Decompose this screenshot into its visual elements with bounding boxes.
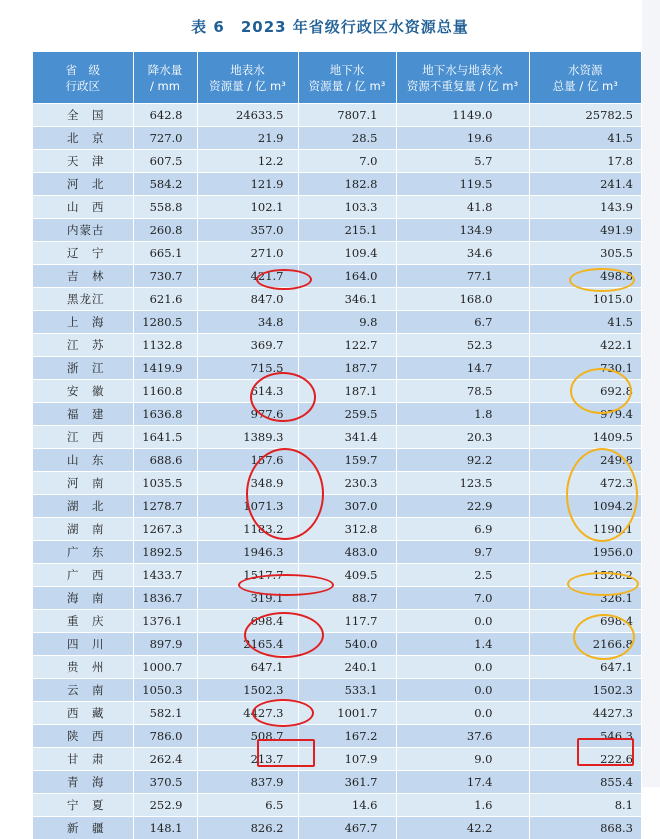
cell-non-overlap: 34.6	[396, 242, 529, 265]
header-line: 降水量	[134, 62, 197, 78]
cell-precipitation: 1836.7	[133, 587, 197, 610]
cell-surface-water: 1183.2	[197, 518, 298, 541]
cell-precipitation: 1636.8	[133, 403, 197, 426]
table-row	[33, 633, 641, 656]
cell-non-overlap: 42.2	[396, 817, 529, 839]
cell-province: 北 京	[33, 127, 133, 150]
table-row	[33, 587, 641, 610]
cell-province: 广 西	[33, 564, 133, 587]
cell-province: 福 建	[33, 403, 133, 426]
cell-province: 湖 北	[33, 495, 133, 518]
cell-province: 上 海	[33, 311, 133, 334]
table-row	[33, 610, 641, 633]
cell-precipitation: 688.6	[133, 449, 197, 472]
table-row	[33, 495, 641, 518]
header-line: 资源量 / 亿 m³	[299, 78, 396, 94]
cell-precipitation: 1419.9	[133, 357, 197, 380]
cell-non-overlap: 123.5	[396, 472, 529, 495]
cell-precipitation: 1132.8	[133, 334, 197, 357]
cell-surface-water: 213.7	[197, 748, 298, 771]
cell-precipitation: 260.8	[133, 219, 197, 242]
cell-non-overlap: 1.4	[396, 633, 529, 656]
cell-groundwater: 159.7	[298, 449, 396, 472]
cell-province: 西 藏	[33, 702, 133, 725]
cell-province: 吉 林	[33, 265, 133, 288]
header-line: 省 级	[33, 62, 133, 78]
header-surface-water	[197, 52, 298, 104]
table-row	[33, 173, 641, 196]
table-row	[33, 472, 641, 495]
table-row	[33, 518, 641, 541]
table-row	[33, 541, 641, 564]
cell-surface-water: 647.1	[197, 656, 298, 679]
header-line: 地下水	[299, 62, 396, 78]
cell-surface-water: 271.0	[197, 242, 298, 265]
cell-surface-water: 508.7	[197, 725, 298, 748]
cell-non-overlap: 2.5	[396, 564, 529, 587]
cell-total: 698.4	[529, 610, 641, 633]
table-row	[33, 771, 641, 794]
table-row	[33, 679, 641, 702]
cell-non-overlap: 52.3	[396, 334, 529, 357]
cell-total: 647.1	[529, 656, 641, 679]
cell-total: 1502.3	[529, 679, 641, 702]
cell-precipitation: 730.7	[133, 265, 197, 288]
cell-groundwater: 240.1	[298, 656, 396, 679]
cell-province: 贵 州	[33, 656, 133, 679]
cell-precipitation: 621.6	[133, 288, 197, 311]
table-header	[33, 52, 641, 104]
water-resources-table	[33, 52, 641, 839]
cell-non-overlap: 168.0	[396, 288, 529, 311]
cell-total: 41.5	[529, 311, 641, 334]
cell-province: 浙 江	[33, 357, 133, 380]
cell-surface-water: 1071.3	[197, 495, 298, 518]
cell-surface-water: 12.2	[197, 150, 298, 173]
cell-groundwater: 467.7	[298, 817, 396, 839]
cell-groundwater: 259.5	[298, 403, 396, 426]
cell-province: 云 南	[33, 679, 133, 702]
cell-precipitation: 1433.7	[133, 564, 197, 587]
table-row	[33, 265, 641, 288]
table-row	[33, 426, 641, 449]
table-row	[33, 288, 641, 311]
cell-total: 1520.2	[529, 564, 641, 587]
cell-non-overlap: 1149.0	[396, 104, 529, 127]
cell-precipitation: 1892.5	[133, 541, 197, 564]
cell-surface-water: 4427.3	[197, 702, 298, 725]
cell-precipitation: 607.5	[133, 150, 197, 173]
page-margin	[642, 0, 660, 787]
header-row	[33, 52, 641, 104]
table-row	[33, 196, 641, 219]
cell-province: 安 徽	[33, 380, 133, 403]
cell-total: 143.9	[529, 196, 641, 219]
cell-surface-water: 34.8	[197, 311, 298, 334]
cell-groundwater: 28.5	[298, 127, 396, 150]
cell-groundwater: 361.7	[298, 771, 396, 794]
cell-precipitation: 897.9	[133, 633, 197, 656]
cell-groundwater: 215.1	[298, 219, 396, 242]
cell-non-overlap: 14.7	[396, 357, 529, 380]
cell-non-overlap: 92.2	[396, 449, 529, 472]
cell-total: 692.8	[529, 380, 641, 403]
header-non-overlap	[396, 52, 529, 104]
cell-surface-water: 826.2	[197, 817, 298, 839]
cell-non-overlap: 17.4	[396, 771, 529, 794]
cell-non-overlap: 5.7	[396, 150, 529, 173]
cell-province: 山 东	[33, 449, 133, 472]
cell-total: 979.4	[529, 403, 641, 426]
cell-surface-water: 977.6	[197, 403, 298, 426]
cell-surface-water: 121.9	[197, 173, 298, 196]
cell-total: 730.1	[529, 357, 641, 380]
cell-non-overlap: 78.5	[396, 380, 529, 403]
cell-province: 内蒙古	[33, 219, 133, 242]
cell-province: 甘 肃	[33, 748, 133, 771]
cell-province: 黑龙江	[33, 288, 133, 311]
cell-province: 陕 西	[33, 725, 133, 748]
cell-precipitation: 1278.7	[133, 495, 197, 518]
cell-groundwater: 307.0	[298, 495, 396, 518]
table-title: 表 6 2023 年省级行政区水资源总量	[0, 16, 660, 37]
cell-groundwater: 341.4	[298, 426, 396, 449]
cell-province: 广 东	[33, 541, 133, 564]
cell-total: 1190.1	[529, 518, 641, 541]
cell-non-overlap: 1.6	[396, 794, 529, 817]
cell-groundwater: 230.3	[298, 472, 396, 495]
cell-non-overlap: 0.0	[396, 702, 529, 725]
header-precipitation	[133, 52, 197, 104]
cell-groundwater: 122.7	[298, 334, 396, 357]
table-row	[33, 564, 641, 587]
cell-province: 海 南	[33, 587, 133, 610]
cell-surface-water: 715.5	[197, 357, 298, 380]
cell-groundwater: 117.7	[298, 610, 396, 633]
table-row	[33, 357, 641, 380]
cell-groundwater: 533.1	[298, 679, 396, 702]
cell-non-overlap: 19.6	[396, 127, 529, 150]
cell-non-overlap: 6.7	[396, 311, 529, 334]
cell-province: 新 疆	[33, 817, 133, 839]
cell-province: 全 国	[33, 104, 133, 127]
cell-total: 491.9	[529, 219, 641, 242]
cell-surface-water: 357.0	[197, 219, 298, 242]
cell-precipitation: 1641.5	[133, 426, 197, 449]
table-row	[33, 219, 641, 242]
cell-total: 249.8	[529, 449, 641, 472]
cell-surface-water: 21.9	[197, 127, 298, 150]
cell-precipitation: 1160.8	[133, 380, 197, 403]
cell-province: 青 海	[33, 771, 133, 794]
cell-total: 17.8	[529, 150, 641, 173]
cell-province: 湖 南	[33, 518, 133, 541]
cell-groundwater: 409.5	[298, 564, 396, 587]
cell-non-overlap: 22.9	[396, 495, 529, 518]
cell-precipitation: 642.8	[133, 104, 197, 127]
cell-total: 1015.0	[529, 288, 641, 311]
cell-total: 4427.3	[529, 702, 641, 725]
cell-groundwater: 312.8	[298, 518, 396, 541]
table-body	[33, 104, 641, 839]
cell-precipitation: 1035.5	[133, 472, 197, 495]
cell-precipitation: 727.0	[133, 127, 197, 150]
cell-non-overlap: 134.9	[396, 219, 529, 242]
cell-surface-water: 698.4	[197, 610, 298, 633]
cell-groundwater: 187.7	[298, 357, 396, 380]
cell-total: 2166.8	[529, 633, 641, 656]
cell-surface-water: 1389.3	[197, 426, 298, 449]
cell-precipitation: 558.8	[133, 196, 197, 219]
table-row	[33, 104, 641, 127]
cell-groundwater: 7807.1	[298, 104, 396, 127]
header-line: 地表水	[198, 62, 298, 78]
table-row	[33, 817, 641, 839]
cell-groundwater: 167.2	[298, 725, 396, 748]
cell-total: 855.4	[529, 771, 641, 794]
header-province	[33, 52, 133, 104]
cell-groundwater: 540.0	[298, 633, 396, 656]
header-line: 行政区	[33, 78, 133, 94]
cell-total: 868.3	[529, 817, 641, 839]
cell-groundwater: 7.0	[298, 150, 396, 173]
cell-groundwater: 88.7	[298, 587, 396, 610]
cell-surface-water: 348.9	[197, 472, 298, 495]
cell-total: 546.3	[529, 725, 641, 748]
cell-surface-water: 319.1	[197, 587, 298, 610]
cell-non-overlap: 0.0	[396, 656, 529, 679]
header-groundwater	[298, 52, 396, 104]
cell-surface-water: 24633.5	[197, 104, 298, 127]
cell-total: 241.4	[529, 173, 641, 196]
cell-province: 辽 宁	[33, 242, 133, 265]
cell-groundwater: 14.6	[298, 794, 396, 817]
header-line: / mm	[134, 78, 197, 94]
cell-surface-water: 421.7	[197, 265, 298, 288]
table-row	[33, 725, 641, 748]
cell-groundwater: 182.8	[298, 173, 396, 196]
cell-total: 25782.5	[529, 104, 641, 127]
cell-surface-water: 847.0	[197, 288, 298, 311]
cell-province: 重 庆	[33, 610, 133, 633]
cell-province: 河 南	[33, 472, 133, 495]
cell-non-overlap: 9.7	[396, 541, 529, 564]
cell-non-overlap: 41.8	[396, 196, 529, 219]
cell-surface-water: 614.3	[197, 380, 298, 403]
cell-precipitation: 370.5	[133, 771, 197, 794]
table-row	[33, 380, 641, 403]
cell-total: 472.3	[529, 472, 641, 495]
cell-groundwater: 9.8	[298, 311, 396, 334]
cell-surface-water: 6.5	[197, 794, 298, 817]
cell-non-overlap: 119.5	[396, 173, 529, 196]
cell-surface-water: 2165.4	[197, 633, 298, 656]
cell-precipitation: 1000.7	[133, 656, 197, 679]
cell-surface-water: 1517.7	[197, 564, 298, 587]
cell-precipitation: 252.9	[133, 794, 197, 817]
cell-province: 河 北	[33, 173, 133, 196]
cell-total: 498.8	[529, 265, 641, 288]
cell-non-overlap: 9.0	[396, 748, 529, 771]
table-row	[33, 702, 641, 725]
cell-non-overlap: 77.1	[396, 265, 529, 288]
cell-groundwater: 107.9	[298, 748, 396, 771]
cell-non-overlap: 20.3	[396, 426, 529, 449]
cell-total: 1409.5	[529, 426, 641, 449]
cell-non-overlap: 1.8	[396, 403, 529, 426]
table-row	[33, 334, 641, 357]
cell-province: 宁 夏	[33, 794, 133, 817]
cell-precipitation: 1280.5	[133, 311, 197, 334]
cell-groundwater: 109.4	[298, 242, 396, 265]
cell-precipitation: 148.1	[133, 817, 197, 839]
cell-precipitation: 1267.3	[133, 518, 197, 541]
cell-groundwater: 1001.7	[298, 702, 396, 725]
cell-precipitation: 786.0	[133, 725, 197, 748]
cell-precipitation: 262.4	[133, 748, 197, 771]
cell-total: 422.1	[529, 334, 641, 357]
cell-total: 41.5	[529, 127, 641, 150]
header-line: 资源量 / 亿 m³	[198, 78, 298, 94]
header-line: 资源不重复量 / 亿 m³	[397, 78, 529, 94]
cell-non-overlap: 7.0	[396, 587, 529, 610]
cell-groundwater: 103.3	[298, 196, 396, 219]
cell-surface-water: 369.7	[197, 334, 298, 357]
cell-precipitation: 584.2	[133, 173, 197, 196]
cell-non-overlap: 0.0	[396, 679, 529, 702]
cell-precipitation: 665.1	[133, 242, 197, 265]
table-row	[33, 150, 641, 173]
cell-total: 222.6	[529, 748, 641, 771]
cell-surface-water: 1502.3	[197, 679, 298, 702]
table-container	[33, 52, 641, 839]
cell-province: 江 西	[33, 426, 133, 449]
cell-groundwater: 346.1	[298, 288, 396, 311]
table-row	[33, 449, 641, 472]
table-row	[33, 748, 641, 771]
cell-non-overlap: 0.0	[396, 610, 529, 633]
cell-precipitation: 1050.3	[133, 679, 197, 702]
table-row	[33, 127, 641, 150]
cell-surface-water: 157.6	[197, 449, 298, 472]
table-row	[33, 656, 641, 679]
cell-total: 1094.2	[529, 495, 641, 518]
cell-province: 江 苏	[33, 334, 133, 357]
header-line: 地下水与地表水	[397, 62, 529, 78]
cell-province: 天 津	[33, 150, 133, 173]
cell-surface-water: 837.9	[197, 771, 298, 794]
header-line: 总量 / 亿 m³	[530, 78, 642, 94]
cell-groundwater: 164.0	[298, 265, 396, 288]
cell-province: 山 西	[33, 196, 133, 219]
cell-groundwater: 187.1	[298, 380, 396, 403]
cell-surface-water: 1946.3	[197, 541, 298, 564]
header-line: 水资源	[530, 62, 642, 78]
cell-total: 305.5	[529, 242, 641, 265]
header-total	[529, 52, 641, 104]
cell-non-overlap: 37.6	[396, 725, 529, 748]
cell-total: 326.1	[529, 587, 641, 610]
table-row	[33, 794, 641, 817]
table-row	[33, 311, 641, 334]
table-row	[33, 242, 641, 265]
cell-total: 8.1	[529, 794, 641, 817]
cell-non-overlap: 6.9	[396, 518, 529, 541]
cell-surface-water: 102.1	[197, 196, 298, 219]
cell-total: 1956.0	[529, 541, 641, 564]
cell-groundwater: 483.0	[298, 541, 396, 564]
cell-precipitation: 582.1	[133, 702, 197, 725]
cell-province: 四 川	[33, 633, 133, 656]
table-row	[33, 403, 641, 426]
cell-precipitation: 1376.1	[133, 610, 197, 633]
